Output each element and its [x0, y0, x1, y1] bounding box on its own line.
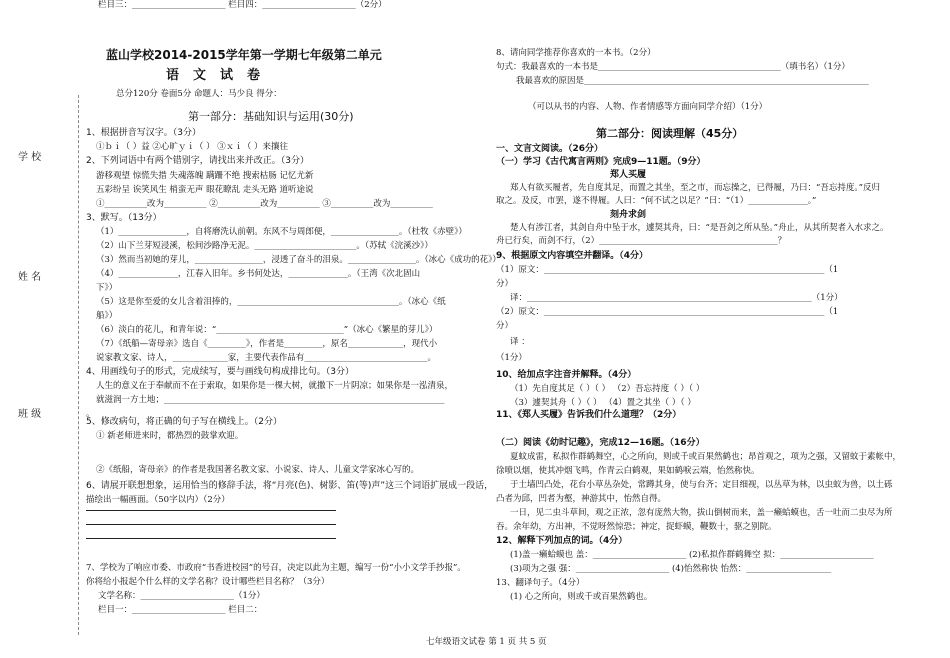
right2-line-23: 徐喷以烟，使其冲烟飞鸣，作青云白鹤观，果如鹤唳云端，怡然称快。 — [496, 466, 760, 476]
left-line-5: ①__________改为__________ ②__________改为__________ ③__________改为__________ — [96, 199, 433, 209]
left-line-26: 6、请展开联想想象，运用恰当的修辞手法，将“月亮(色)、树影、笛(等)声”这三个词语扩展成一段话， — [86, 481, 494, 491]
binding-line — [78, 95, 79, 635]
right2-line-8: 9、根据原文内容填空并翻译。（4分） — [496, 251, 649, 261]
exam-title: 蓝山学校2014-2015学年第一学期七年级第二单元 — [106, 48, 382, 62]
left-line-13: 船》） — [96, 311, 118, 321]
right2-line-24: 于土墙凹凸处，花台小草丛杂处，常蹲其身，使与台齐；定目细视，以丛草为林，以虫蚁为兽，以土砾 — [510, 480, 893, 490]
left-line-3: 游移观望 惊慌失措 失魂落魄 蹒跚不绝 搜索枯肠 记忆尤新 — [96, 171, 314, 181]
left-line-14: （6）淡白的花儿，和青年说：“______________________________”（冰心《繁星的芽儿》） — [96, 325, 438, 335]
right2-line-28: 12、解释下列加点的词。（4分） — [496, 536, 628, 546]
right2-line-25: 凸者为邱，凹者为壑，神游其中，怡然自得。 — [496, 494, 667, 504]
left-line-6: 3、默写。（13分） — [86, 213, 162, 223]
answer-line — [86, 524, 336, 525]
left-line-15: （7）《纸船—寄母亲》选自《_________》，作者是_________，原名_____________，现代小 — [96, 339, 438, 349]
right2-line-3: 郑人有欲买履者，先自度其足，而置之其坐，至之市，而忘操之，已得履，乃曰：“吾忘持度。”反归 — [510, 183, 880, 193]
right2-line-2: 郑人买履 — [610, 170, 647, 180]
left-line-21: 5、修改病句，将正确的句子写在横线上。（2分） — [86, 417, 282, 427]
exam-subtitle: 语文试卷 — [166, 68, 275, 83]
left-line-20: 。 — [86, 409, 95, 419]
right2-line-9: （1）原文：__________________________________________________________________（1 — [496, 265, 839, 275]
left-line-17: 4、用画线句子的形式，完成续写，要与画线句构成排比句。（3分） — [86, 367, 354, 377]
side-label-school: 学 校 — [18, 152, 42, 163]
left-line-4: 五彩纷呈 诶笑风生 梢蛮无声 眼花瞭乱 走头无路 道听途说 — [96, 185, 314, 195]
left-line-8: （2）山下兰芽短浸溪，松间沙路净无泥。________________________。（苏轼《浣溪沙》） — [96, 241, 433, 251]
right2-line-17: （1）先自度其足（ ）（ ） （2）吾忘持度（ ）（ ） — [510, 384, 705, 394]
left-line-33: 文学名称：______________________（1分） — [98, 591, 265, 601]
right2-line-21: （二）阅读《幼时记趣》，完成12—16题。（16分） — [496, 438, 705, 448]
part2-heading: 第二部分：阅读理解（45分） — [596, 127, 744, 140]
page-footer: 七年级语文试卷 第 1 页 共 5 页 — [426, 637, 547, 647]
right-line-0: 8、请向同学推荐你喜欢的一本书。（2分） — [496, 48, 656, 58]
right2-line-13: 分） — [496, 321, 514, 331]
left-line-34: 栏目一：______________________ 栏目二： — [98, 605, 263, 615]
left-line-19: 就滋润一方土地；__________________________________________________________________ — [96, 395, 445, 405]
left-line-9: （3）然而当初她的芽儿，________________，浸透了奋斗的泪泉。________________。（冰心《成功的花》） — [96, 255, 501, 265]
left-line-35: 栏目三：______________________ 栏目四：______________________（2分） — [98, 0, 387, 10]
right2-line-31: 13、翻译句子。（4分） — [496, 578, 585, 588]
right2-line-10: 分） — [496, 279, 514, 289]
left-line-7: （1）________________，自将磨洗认前朝。东风不与周郎便，________________。（杜牧《赤壁》） — [96, 227, 467, 237]
left-line-16: 说家教文家、诗人，_____________家，主要代表作品有_____________________________。 — [96, 353, 437, 363]
right2-line-30: (3)项为之强 强：______________________ (4)怡然称快 怡然：____________________ — [510, 564, 832, 574]
left-line-22: ① 新老师进来时，都热烈的鼓掌欢迎。 — [96, 431, 244, 441]
left-line-27: 描绘出一幅画面。（50字以内）（2分） — [86, 495, 230, 505]
right2-line-32: (1) 心之所向，则或千或百果然鹤也。 — [510, 592, 653, 602]
right-line-2: 我最喜欢的原因是___________________________________________________________________ — [516, 76, 869, 86]
right2-line-15: （1分） — [496, 353, 527, 363]
right2-line-0: 一、文言文阅读。（26分） — [496, 144, 604, 154]
right2-line-1: （一）学习《古代寓言两则》完成9—11题。（9分） — [496, 157, 706, 167]
left-line-0: 1、根据拼音写汉字。（3分） — [86, 128, 201, 138]
right2-line-4: 取之。及反，市罢，遂不得履。人曰：“何不试之以足？”曰：“（1）______________。” — [496, 196, 817, 206]
right-line-1: 句式：我最喜欢的一本书是___________________________________________（填书名）（1分） — [496, 62, 850, 72]
right2-line-27: 吞。余年幼，方出神，不觉呀然惊恐；神定，捉虾蟆，鞭数十，驱之别院。 — [496, 522, 777, 532]
answer-line — [86, 538, 336, 539]
right2-line-22: 夏蚊成雷，私拟作群鹤舞空，心之所向，则或千或百果然鹤也；昂首观之，项为之强，又留蚊于素帐中， — [510, 452, 902, 462]
answer-line — [86, 510, 336, 511]
left-line-24: ②《纸船，寄母亲》的作者是我国著名教文家、小说家、诗人、儿童文学家冰心写的。 — [96, 465, 420, 475]
right2-line-5: 刻舟求剑 — [610, 210, 647, 220]
right2-line-12: （2）原文：__________________________________________________________________（1 — [496, 307, 839, 317]
left-line-31: 7、学校为了响应市委、市政府“书香进校园”的号召，决定以此为主题，编写一份“小小文学手抄报”。 — [86, 563, 466, 573]
left-line-10: （4）______________，江春入旧年。乡书何处达，______________。（王湾《次北固山 — [96, 269, 421, 279]
left-line-18: 人生的意义在于奉献而不在于索取，如果你是一棵大树，就撒下一片阴凉；如果你是一泓清泉， — [96, 381, 454, 391]
left-line-12: （5）这是你至爱的女儿含着泪捧的，______________________________________。（冰心《纸 — [96, 297, 446, 307]
left-line-2: 2、下列词语中有两个错别字，请找出来并改正。（3分） — [86, 156, 309, 166]
right2-line-26: 一日，见二虫斗草间，观之正浓，忽有庞然大物，拔山倒树而来，盖一癞蛤蟆也，舌一吐而二虫尽为所 — [510, 508, 893, 518]
right2-line-29: (1)盖一癞蛤蟆也 盖：______________________ (2)私拟作群鹤舞空 拟：______________________ — [510, 550, 874, 560]
right2-line-16: 10、给加点字注音并解释。（4分） — [496, 370, 637, 380]
right2-line-11: 译：___________________________________________________________________（1分） — [510, 293, 843, 303]
part1-heading: 第一部分：基础知识与运用(30分) — [188, 110, 354, 123]
right2-line-6: 楚人有涉江者，其剑自舟中坠于水，遽契其舟，曰：“是吾剑之所从坠。”舟止，从其所契者入水求之。 — [510, 223, 889, 233]
left-line-1: ①ｂｉ（ ）益 ②心旷ｙｉ（ ） ③ｘｉ（ ）来攘往 — [96, 142, 289, 152]
right-line-3: （可以从书的内容、人物、作者情感等方面向同学介绍）（1分） — [528, 102, 768, 112]
side-label-name: 姓 名 — [18, 272, 42, 283]
right2-line-14: 译 ： — [510, 337, 530, 347]
left-line-32: 你将给小报起个什么样的文学名称？设计哪些栏目名称？（3分） — [86, 577, 330, 587]
exam-meta: 总分120分 卷面5分 命题人：马少良 得分： — [116, 89, 282, 99]
right2-line-18: （3）遽契其舟（ ）（ ） （4）置之其坐（ ）（ ） — [510, 398, 696, 408]
right2-line-19: 11、《郑人买履》告诉我们什么道理？（2分） — [496, 410, 682, 420]
side-label-class: 班 级 — [18, 409, 42, 420]
left-line-11: 下》） — [96, 283, 118, 293]
right2-line-7: 舟已行矣，而剑不行，（2）__________________________________________？ — [496, 236, 787, 246]
